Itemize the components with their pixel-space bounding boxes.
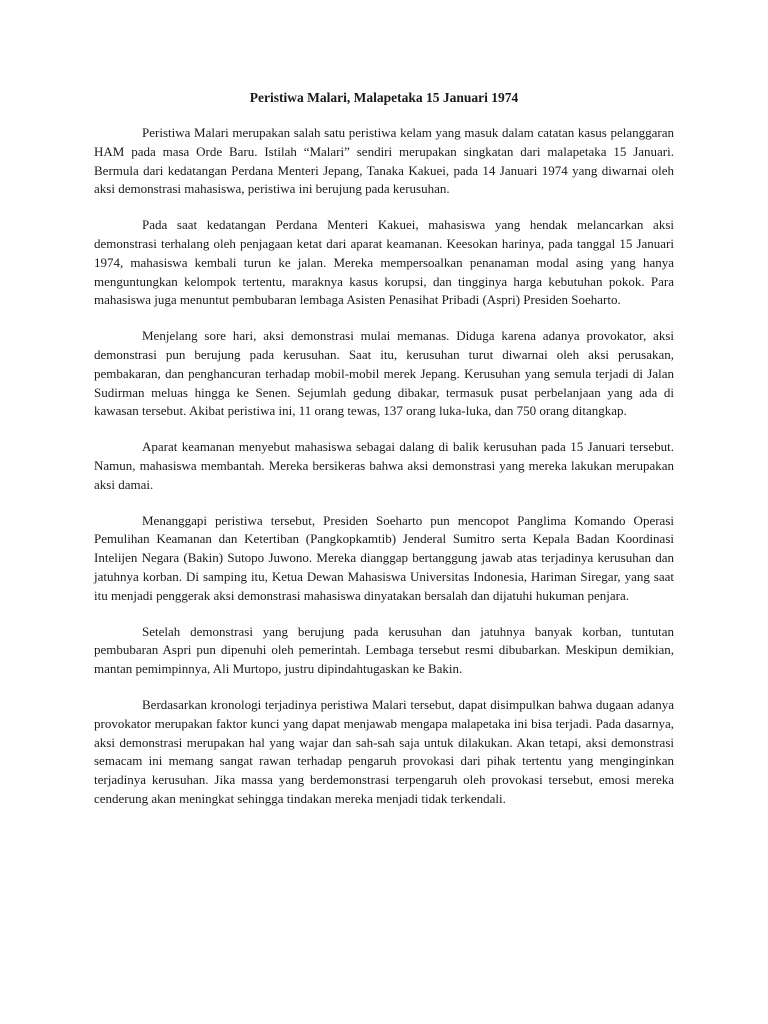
paragraph-4: Aparat keamanan menyebut mahasiswa sebagai dalang di balik kerusuhan pada 15 Januari tersebut. Namun, mahasiswa membantah. Mereka bersikeras bahwa aksi demonstrasi yang mereka lakukan merupakan aksi damai. <box>94 439 674 492</box>
paragraph-7: Berdasarkan kronologi terjadinya peristiwa Malari tersebut, dapat disimpulkan bahwa dugaan adanya provokator merupakan faktor kunci yang dapat menjawab mengapa malapetaka ini bisa terjadi. Pada dasarnya, aksi demonstrasi merupakan hal yang wajar dan sah-sah saja untuk dilakukan. Akan tetapi, aksi demonstrasi semacam ini memang sangat rawan terhadap pengaruh provokasi dari pihak tertentu yang menginginkan terjadinya kerusuhan. Jika massa yang berdemonstrasi terpengaruh oleh provokasi tersebut, emosi mereka cenderung akan meningkat sehingga tindakan mereka menjadi tidak terkendali. <box>94 696 674 806</box>
paragraph-2: Pada saat kedatangan Perdana Menteri Kakuei, mahasiswa yang hendak melancarkan aksi demonstrasi terhalang oleh penjagaan ketat dari aparat keamanan. Keesokan harinya, pada tanggal 15 Januari 1974, mahasiswa kembali turun ke jalan. Mereka mempersoalkan penanaman modal asing yang hanya menguntungkan kelompok tertentu, maraknya kasus korupsi, dan tingginya harga kebutuhan pokok. Para mahasiswa juga menuntut pembubaran lembaga Asisten Penasihat Pribadi (Aspri) Presiden Soeharto. <box>94 217 674 308</box>
paragraph-1: Peristiwa Malari merupakan salah satu peristiwa kelam yang masuk dalam catatan kasus pelanggaran HAM pada masa Orde Baru. Istilah “Malari” sendiri merupakan singkatan dari malapetaka 15 Januari. Bermula dari kedatangan Perdana Menteri Jepang, Tanaka Kakuei, pada 14 Januari 1974 yang diwarnai oleh aksi demonstrasi mahasiswa, peristiwa ini berujung pada kerusuhan. <box>94 125 674 197</box>
paragraph-3: Menjelang sore hari, aksi demonstrasi mulai memanas. Diduga karena adanya provokator, aksi demonstrasi pun berujung pada kerusuhan. Saat itu, kerusuhan turut diwarnai oleh aksi perusakan, pembakaran, dan penghancuran terhadap mobil-mobil merek Jepang. Kerusuhan yang semula terjadi di Jalan Sudirman meluas hingga ke Senen. Sejumlah gedung dibakar, termasuk pusat perbelanjaan yang ada di kawasan tersebut. Akibat peristiwa ini, 11 orang tewas, 137 orang luka-luka, dan 750 orang ditangkap. <box>94 328 674 419</box>
paragraph-6: Setelah demonstrasi yang berujung pada kerusuhan dan jatuhnya banyak korban, tuntutan pembubaran Aspri pun dipenuhi oleh pemerintah. Lembaga tersebut resmi dibubarkan. Meskipun demikian, mantan pemimpinnya, Ali Murtopo, justru dipindahtugaskan ke Bakin. <box>94 623 674 677</box>
document-title: Peristiwa Malari, Malapetaka 15 Januari 1974 <box>249 90 519 105</box>
paragraph-5: Menanggapi peristiwa tersebut, Presiden Soeharto pun mencopot Panglima Komando Operasi Pemulihan Keamanan dan Ketertiban (Pangkopkamtib) Jenderal Sumitro serta Kepala Badan Koordinasi Intelijen Negara (Bakin) Sutopo Juwono. Mereka dianggap bertanggung jawab atas terjadinya kerusuhan dan jatuhnya korban. Di samping itu, Ketua Dewan Mahasiswa Universitas Indonesia, Hariman Siregar, yang saat itu menjadi penggerak aksi demonstrasi mahasiswa dinyatakan bersalah dan dijatuhi hukuman penjara. <box>94 512 674 603</box>
